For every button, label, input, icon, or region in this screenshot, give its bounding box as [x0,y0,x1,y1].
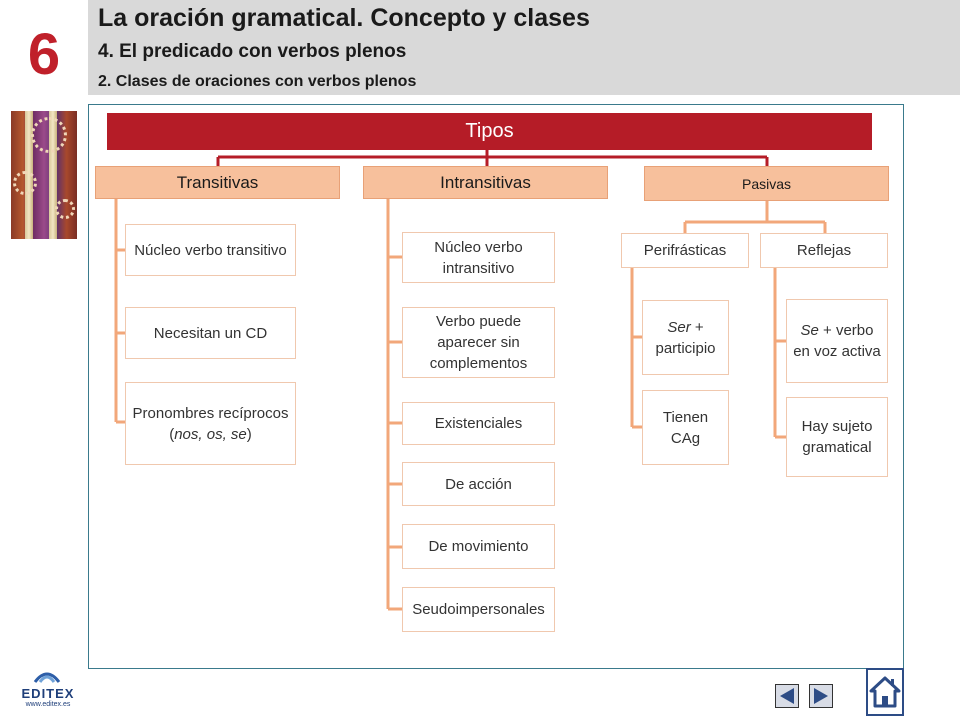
category-label: Intransitivas [440,172,531,192]
editex-logo-url: www.editex.es [25,701,71,708]
subcategory-reflejas: Reflejas [760,233,888,268]
root-node-label: Tipos [465,120,514,142]
leaf-verbo-sin-complementos: Verbo puede aparecer sin complementos [402,307,555,378]
leaf-de-movimiento: De movimiento [402,524,555,569]
chapter-number: 6 [27,22,61,87]
leaf-seudoimpersonales: Seudoimpersonales [402,587,555,632]
leaf-ser-participio: Ser + participio [642,300,729,375]
category-intransitivas [363,166,608,199]
leaf-existenciales: Existenciales [402,402,555,445]
leaf-se-verbo-voz-activa: Se + verbo en voz activa [786,299,888,383]
triangle-left-icon [776,685,798,707]
editex-logo-text: EDITEX [21,686,75,701]
editex-logo-mark-icon [33,668,61,684]
leaf-nucleo-verbo-intransitivo: Núcleo verbo intransitivo [402,232,555,283]
leaf-necesitan-un-cd: Necesitan un CD [125,307,296,359]
previous-button[interactable] [775,684,799,708]
subsection-subtitle: 2. Clases de oraciones con verbos plenos [98,73,417,90]
category-transitivas [95,166,340,199]
category-label: Pasivas [741,175,792,192]
triangle-right-icon [810,685,832,707]
editex-logo [18,668,78,712]
leaf-nucleo-verbo-transitivo: Núcleo verbo transitivo [125,224,296,276]
root-node-tipos [107,113,872,150]
leaf-de-accion: De acción [402,462,555,506]
house-icon [868,670,902,714]
subcategory-perifrasticas: Perifrásticas [621,233,749,268]
leaf-tienen-cag: Tienen CAg [642,390,729,465]
next-button[interactable] [809,684,833,708]
leaf-pronombres-reciprocos: Pronombres recíprocos (nos, os, se) [125,382,296,465]
leaf-hay-sujeto-gramatical: Hay sujeto gramatical [786,397,888,477]
section-subtitle: 4. El predicado con verbos plenos [98,41,407,62]
page-title: La oración gramatical. Concepto y clases [98,4,590,32]
category-pasivas [644,166,889,201]
category-label: Transitivas [176,172,259,192]
home-button[interactable] [866,668,904,716]
